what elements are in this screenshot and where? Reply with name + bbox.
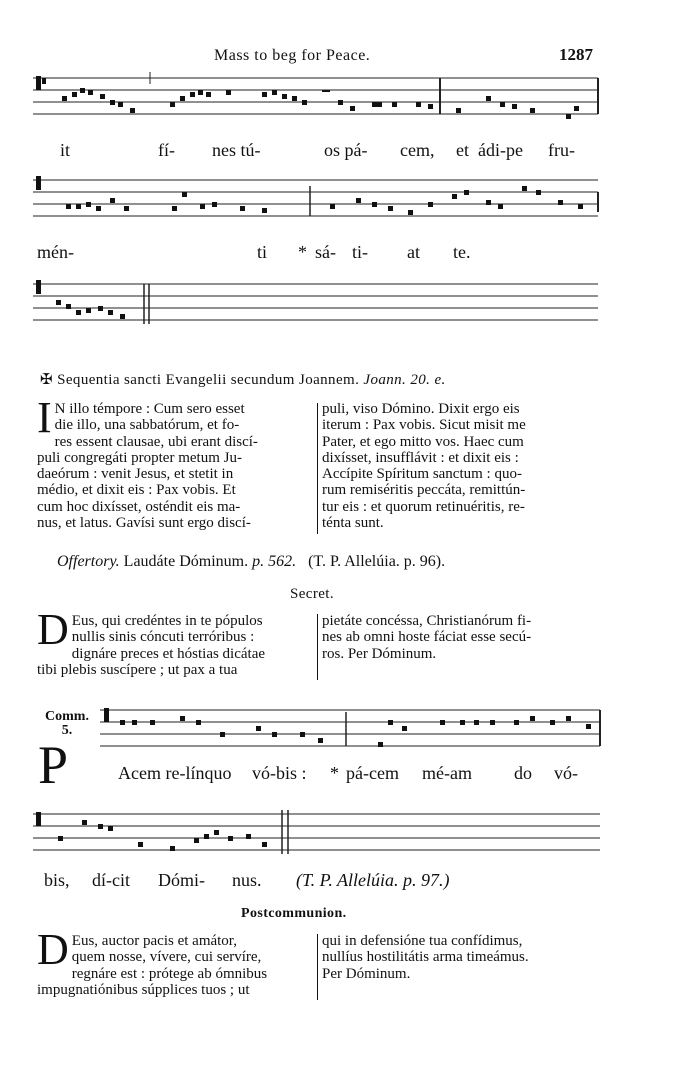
communion-label-text: Comm. xyxy=(45,709,89,724)
chant-staff-2 xyxy=(0,172,682,232)
dropcap: D xyxy=(37,925,69,974)
syllable: * xyxy=(330,763,339,783)
text-line: nullis sinis cóncuti terróribus : xyxy=(71,629,255,646)
chant-staff-4 xyxy=(0,702,682,758)
chant-lyric-5 xyxy=(44,870,600,892)
syllable: * xyxy=(298,242,307,262)
text-line: quem nosse, vívere, cui servíre, xyxy=(71,949,262,966)
text-line: puli, viso Dómino. Dixit ergo eis xyxy=(322,401,520,417)
text-line: nullíus hostilitátis arma timeámus. xyxy=(322,949,529,966)
secret-right-column xyxy=(322,613,600,662)
syllable: Acem re-línquo xyxy=(118,763,232,783)
syllable: et xyxy=(456,140,469,160)
text-line: rum remiséritis peccáta, remittún- xyxy=(322,482,526,499)
text-line: puli congregáti propter metum Ju- xyxy=(37,449,242,466)
syllable: ti- xyxy=(352,242,368,262)
offertory-label: Offertory. xyxy=(57,553,120,570)
gospel-heading-text: Sequentia sancti Evangelii secundum Joannem. xyxy=(57,372,360,388)
syllable: vó- xyxy=(554,763,578,783)
chant-lyric-2 xyxy=(37,242,597,264)
text-line: Eus, qui credéntes in te pópulos xyxy=(71,613,263,629)
text-line: nus, et latus. Gavísi sunt ergo discí- xyxy=(37,515,251,532)
text-line: iterum : Pax vobis. Sicut misit me xyxy=(322,417,526,434)
dropcap: I xyxy=(37,393,52,442)
gospel-left-column xyxy=(37,393,313,532)
text-line: qui in defensióne tua confídimus, xyxy=(322,933,523,949)
chant-staff-3 xyxy=(0,276,682,332)
text-line: res essent clausae, ubi erant discí- xyxy=(54,433,258,450)
text-line: nes ab omni hoste fáciat esse secú- xyxy=(322,629,532,646)
gospel-heading xyxy=(40,370,446,389)
page-number: 1287 xyxy=(559,45,593,64)
column-divider xyxy=(317,934,318,1000)
text-line: ros. Per Dóminum. xyxy=(322,645,437,662)
text-line: ténta sunt. xyxy=(322,515,384,532)
chant-lyric-1 xyxy=(60,140,600,162)
gospel-right-column xyxy=(322,401,600,531)
chant-staff-5 xyxy=(0,806,682,862)
syllable: fru- xyxy=(548,140,575,160)
chant-staff-1 xyxy=(0,70,682,130)
syllable: Dómi- xyxy=(158,870,205,890)
column-divider xyxy=(317,403,318,534)
syllable: fí- xyxy=(158,140,175,160)
syllable: mé-am xyxy=(422,763,472,783)
text-line: médio, et dixit eis : Pax vobis. Et xyxy=(37,482,236,499)
text-line: N illo témpore : Cum sero esset xyxy=(54,401,245,417)
syllable: nus. xyxy=(232,870,262,890)
syllable: pá-cem xyxy=(346,763,399,783)
dropcap: D xyxy=(37,605,69,654)
syllable: os pá- xyxy=(324,140,368,160)
syllable: ti xyxy=(257,242,268,262)
syllable: nes tú- xyxy=(212,140,261,160)
chant-lyric-4 xyxy=(118,763,598,785)
syllable: vó-bis : xyxy=(252,763,307,783)
column-divider xyxy=(317,614,318,680)
text-line: die illo, una sabbatórum, et fo- xyxy=(54,417,240,434)
offertory-tp: (T. P. Allelúia. p. 96). xyxy=(308,553,446,570)
syllable: at xyxy=(407,242,420,262)
syllable: mén- xyxy=(37,242,74,262)
offertory-ref: p. 562. xyxy=(252,553,297,570)
secret-left-column xyxy=(37,605,313,678)
secret-heading: Secret. xyxy=(290,586,335,602)
postcommunion-heading: Postcommunion. xyxy=(241,906,347,921)
communion-initial: P xyxy=(38,735,69,795)
text-line: pietáte concéssa, Christianórum fi- xyxy=(322,613,532,629)
text-line: regnáre est : prótege ab ómnibus xyxy=(71,965,268,982)
syllable: sá- xyxy=(315,242,336,262)
postcommunion-left-column xyxy=(37,925,313,998)
syllable: do xyxy=(514,763,532,783)
text-line: daeórum : venit Jesus, et stetit in xyxy=(37,466,234,483)
syllable: cem, xyxy=(400,140,435,160)
text-line: Per Dóminum. xyxy=(322,965,411,982)
syllable: it xyxy=(60,140,71,160)
text-line: tur eis : et quorum retinuéritis, re- xyxy=(322,498,525,515)
postcommunion-right-column xyxy=(322,933,600,982)
syllable: te. xyxy=(453,242,471,262)
text-line: Pater, et ego mitto vos. Haec cum xyxy=(322,433,524,450)
offertory-text: Laudáte Dóminum. xyxy=(123,553,249,570)
syllable: dí-cit xyxy=(92,870,130,890)
communion-tp: (T. P. Allelúia. p. 97.) xyxy=(296,870,450,890)
text-line: tibi plebis suscípere ; ut pax a tua xyxy=(37,661,238,678)
text-line: impugnatiónibus súpplices tuos ; ut xyxy=(37,981,250,998)
running-header-title: Mass to beg for Peace. xyxy=(214,47,371,64)
text-line: Accípite Spíritum sanctum : quo- xyxy=(322,466,522,483)
text-line: dixísset, insufflávit : et dixit eis : xyxy=(322,449,519,466)
gospel-reference: Joann. 20. e. xyxy=(363,372,446,388)
cross-icon: ✠ xyxy=(40,372,53,388)
communion-mode: 5. xyxy=(61,723,73,738)
syllable: bis, xyxy=(44,870,70,890)
text-line: dignáre preces et hóstias dicátae xyxy=(71,645,266,662)
text-line: cum hoc dixísset, osténdit eis ma- xyxy=(37,498,241,515)
offertory-line xyxy=(57,553,445,571)
text-line: Eus, auctor pacis et amátor, xyxy=(71,933,237,949)
syllable: ádi-pe xyxy=(478,140,523,160)
